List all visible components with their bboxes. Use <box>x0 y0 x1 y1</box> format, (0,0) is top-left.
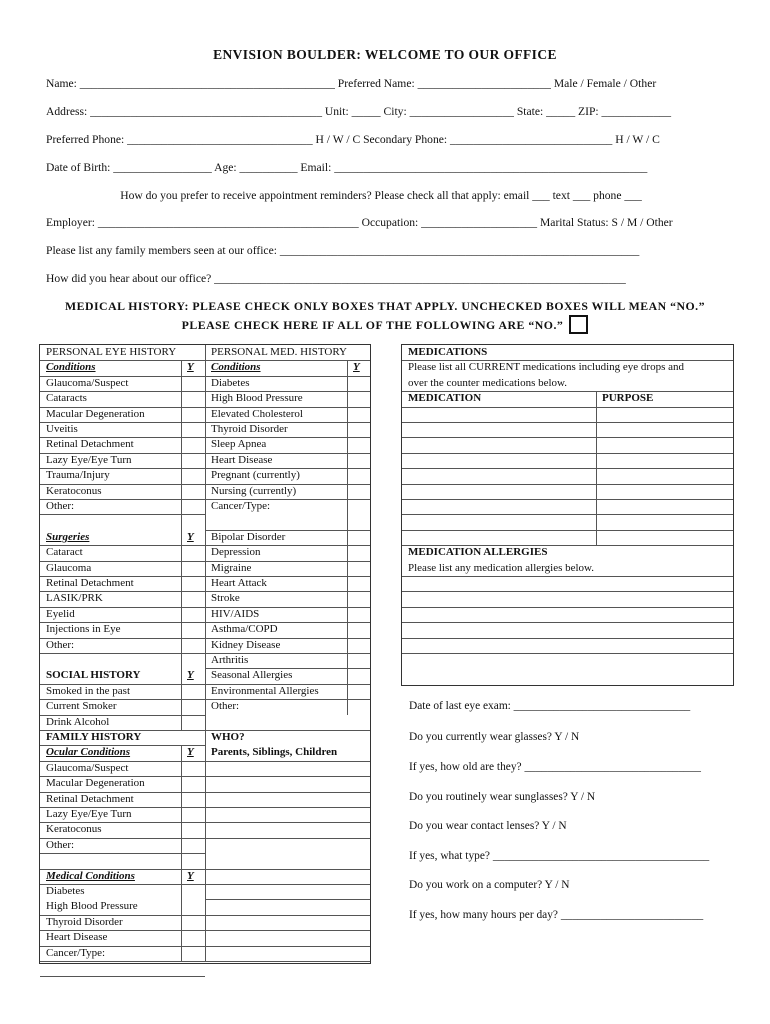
surgery-item: Eyelid <box>46 607 75 620</box>
eye-history-header: PERSONAL EYE HISTORY <box>46 346 177 358</box>
yes-checkbox-cell[interactable] <box>181 792 205 807</box>
medication-entry-row[interactable] <box>402 422 733 437</box>
yes-checkbox-cell[interactable] <box>347 545 370 560</box>
eye-condition-item: Retinal Detachment <box>46 438 134 451</box>
row-divider <box>205 776 370 777</box>
row-divider <box>205 607 370 608</box>
yes-checkbox-cell[interactable] <box>181 807 205 822</box>
who-subheader: Parents, Siblings, Children <box>211 746 338 759</box>
yes-checkbox-cell[interactable] <box>347 684 370 699</box>
med-history-header: PERSONAL MED. HISTORY <box>211 346 347 358</box>
row-divider <box>205 915 370 916</box>
medical-item: Diabetes <box>46 885 85 897</box>
med-condition-item: Nursing (currently) <box>211 484 297 497</box>
allergy-entry-row[interactable] <box>402 591 733 606</box>
allergy-entry-row[interactable] <box>402 622 733 637</box>
med-condition-item: Sleep Apnea <box>211 438 267 451</box>
yes-checkbox-cell[interactable] <box>181 684 205 699</box>
referral-line[interactable]: How did you hear about our office? _______________________________________________________________________ <box>46 272 626 285</box>
name-line[interactable]: Name: ____________________________________________ Preferred Name: _______________________ Male / Female / Other <box>46 77 657 90</box>
row-divider <box>205 838 370 839</box>
row-divider <box>205 576 370 577</box>
med-conditions-label: Conditions <box>211 361 261 374</box>
yes-checkbox-cell[interactable] <box>181 607 205 622</box>
yes-checkbox-cell[interactable] <box>181 776 205 791</box>
yes-checkbox-cell[interactable] <box>181 407 205 422</box>
column-divider <box>347 360 348 714</box>
row-divider <box>205 653 370 654</box>
medical-item: Cancer/Type: <box>46 946 106 959</box>
yes-checkbox-cell[interactable] <box>181 915 205 930</box>
row-divider <box>205 545 370 546</box>
yes-checkbox-cell[interactable] <box>181 591 205 606</box>
social-history-header: SOCIAL HISTORY <box>46 669 141 682</box>
eye-condition-item: Uveitis <box>46 423 78 435</box>
med-condition-item: Thyroid Disorder <box>211 423 288 435</box>
who-header: WHO? <box>211 731 245 743</box>
med-condition-item: HIV/AIDS <box>211 607 260 620</box>
eye-condition-item: Lazy Eye/Eye Turn <box>46 453 132 466</box>
yes-checkbox-cell[interactable] <box>347 622 370 637</box>
med-condition-item: Cancer/Type: <box>211 500 271 512</box>
yes-checkbox-cell[interactable] <box>181 437 205 452</box>
y-column-label: Y <box>187 361 194 374</box>
yes-checkbox-cell[interactable] <box>181 453 205 468</box>
medical-item: Thyroid Disorder <box>46 915 123 928</box>
med-condition-item: Seasonal Allergies <box>211 669 293 682</box>
eye-condition-item: Other: <box>46 500 75 512</box>
row-divider <box>205 591 370 592</box>
med-condition-item: Diabetes <box>211 376 250 389</box>
yes-checkbox-cell[interactable] <box>347 561 370 576</box>
medications-instructions-2: over the counter medications below. <box>408 376 568 389</box>
glasses-question[interactable]: Do you currently wear glasses? Y / N <box>409 731 580 743</box>
row-divider <box>40 730 205 731</box>
row-divider <box>205 884 370 885</box>
yes-checkbox-cell[interactable] <box>347 653 370 668</box>
glasses-age-question[interactable]: If yes, how old are they? _______________________________ <box>409 761 702 773</box>
all-no-checkbox[interactable] <box>569 315 588 334</box>
social-item: Drink Alcohol <box>46 715 110 728</box>
med-condition-item: Other: <box>211 700 240 713</box>
eye-condition-item: Keratoconus <box>46 484 102 497</box>
yes-checkbox-cell[interactable] <box>347 668 370 683</box>
column-divider <box>181 745 182 961</box>
row-divider <box>205 360 370 361</box>
row-divider <box>205 453 370 454</box>
allergies-instructions: Please list any medication allergies below. <box>408 561 595 574</box>
yes-checkbox-cell[interactable] <box>181 761 205 776</box>
yes-checkbox-cell[interactable] <box>347 453 370 468</box>
social-item: Current Smoker <box>46 700 117 713</box>
computer-hours-question[interactable]: If yes, how many hours per day? _________________________ <box>409 909 704 921</box>
row-divider <box>40 961 205 962</box>
row-divider <box>205 391 370 392</box>
med-condition-item: Bipolar Disorder <box>211 530 286 543</box>
surgery-item: Other: <box>46 638 75 651</box>
yes-checkbox-cell[interactable] <box>347 576 370 591</box>
yes-checkbox-cell[interactable] <box>181 545 205 560</box>
yes-checkbox-cell[interactable] <box>181 884 205 899</box>
employer-line[interactable]: Employer: _____________________________________________ Occupation: ____________________ Marital Status: S / M / Other <box>46 216 673 229</box>
contact-type-question[interactable]: If yes, what type? ______________________________________ <box>409 850 710 862</box>
medication-entry-row[interactable] <box>402 484 733 499</box>
yes-checkbox-cell[interactable] <box>347 591 370 606</box>
med-condition-item: Elevated Cholesterol <box>211 407 303 420</box>
row-divider <box>205 684 370 685</box>
address-line[interactable]: Address: ________________________________________ Unit: _____ City: __________________ State: _____ ZIP: ____________ <box>46 105 672 118</box>
row-divider <box>205 946 370 947</box>
yes-checkbox-cell[interactable] <box>181 946 205 961</box>
row-divider <box>205 376 370 377</box>
y-column-label: Y <box>187 669 194 682</box>
row-divider <box>205 899 370 900</box>
medications-table <box>401 344 734 686</box>
medication-entry-row[interactable] <box>402 530 733 545</box>
y-column-label: Y <box>187 869 194 882</box>
medical-history-instruction: MEDICAL HISTORY: PLEASE CHECK ONLY BOXES THAT APPLY. UNCHECKED BOXES WILL MEAN “NO.” <box>64 299 706 313</box>
yes-checkbox-cell[interactable] <box>181 376 205 391</box>
surgery-item: LASIK/PRK <box>46 592 103 605</box>
row-divider <box>205 499 370 500</box>
row-divider <box>205 930 370 931</box>
row-divider <box>205 699 370 700</box>
yes-checkbox-cell[interactable] <box>347 437 370 452</box>
allergy-entry-row[interactable] <box>402 607 733 622</box>
all-no-line <box>0 315 770 334</box>
medical-item: High Blood Pressure <box>46 900 138 913</box>
yes-checkbox-cell[interactable] <box>181 484 205 499</box>
med-condition-item: Heart Attack <box>211 577 267 589</box>
y-column-label: Y <box>187 746 194 759</box>
yes-checkbox-cell[interactable] <box>347 468 370 483</box>
surgeries-label: Surgeries <box>46 530 90 543</box>
med-condition-item: Depression <box>211 546 261 559</box>
row-divider <box>205 761 370 762</box>
yes-checkbox-cell[interactable] <box>181 899 205 914</box>
surgery-item: Injections in Eye <box>46 623 121 636</box>
yes-checkbox-cell[interactable] <box>181 391 205 406</box>
row-divider <box>205 468 370 469</box>
ocular-item: Keratoconus <box>46 823 102 836</box>
row-divider <box>205 961 370 962</box>
computer-question[interactable]: Do you work on a computer? Y / N <box>409 879 570 891</box>
row-divider <box>205 622 370 623</box>
medications-instructions-1: Please list all CURRENT medications including eye drops and <box>408 361 684 374</box>
dob-email-line[interactable]: Date of Birth: _________________ Age: __________ Email: ______________________________________________________ <box>46 161 648 174</box>
row-divider <box>205 638 370 639</box>
row-divider <box>402 653 733 654</box>
last-exam-question[interactable]: Date of last eye exam: _______________________________ <box>409 700 691 712</box>
row-divider <box>205 807 370 808</box>
med-condition-item: Heart Disease <box>211 453 273 466</box>
family-history-header: FAMILY HISTORY <box>46 731 142 743</box>
row-divider <box>205 561 370 562</box>
allergies-header: MEDICATION ALLERGIES <box>408 546 548 559</box>
medication-entry-row[interactable] <box>402 499 733 514</box>
sunglasses-question[interactable]: Do you routinely wear sunglasses? Y / N <box>409 791 596 803</box>
medical-conditions-label: Medical Conditions <box>46 869 135 882</box>
family-members-line[interactable]: Please list any family members seen at our office: ______________________________________________________________ <box>46 244 640 257</box>
surgery-item: Cataract <box>46 546 83 559</box>
eye-conditions-label: Conditions <box>46 361 96 374</box>
row-divider <box>205 530 370 531</box>
row-divider <box>205 437 370 438</box>
column-divider <box>181 360 182 730</box>
row-divider <box>205 407 370 408</box>
yes-checkbox-cell[interactable] <box>347 484 370 499</box>
history-table <box>39 344 371 964</box>
yes-checkbox-cell[interactable] <box>347 699 370 730</box>
row-divider <box>40 976 205 977</box>
purpose-column-header: PURPOSE <box>602 392 654 405</box>
medications-header: MEDICATIONS <box>408 346 488 358</box>
ocular-item: Retinal Detachment <box>46 792 134 805</box>
yes-checkbox-cell[interactable] <box>347 407 370 422</box>
yes-checkbox-cell[interactable] <box>181 622 205 637</box>
yes-checkbox-cell[interactable] <box>347 376 370 391</box>
phone-line[interactable]: Preferred Phone: ________________________________ H / W / C Secondary Phone: ____________________________ H / W / C <box>46 133 660 146</box>
column-divider <box>596 391 597 545</box>
row-divider <box>205 792 370 793</box>
row-divider <box>205 730 370 731</box>
eye-condition-item: Glaucoma/Suspect <box>46 376 129 389</box>
ocular-item: Other: <box>46 838 75 851</box>
row-divider <box>205 869 370 870</box>
yes-checkbox-cell[interactable] <box>181 561 205 576</box>
form-title: ENVISION BOULDER: WELCOME TO OUR OFFICE <box>213 47 557 62</box>
yes-checkbox-cell[interactable] <box>347 499 370 530</box>
eye-condition-item: Cataracts <box>46 392 87 405</box>
column-divider <box>205 345 206 961</box>
y-column-label: Y <box>353 361 360 374</box>
social-item: Smoked in the past <box>46 684 131 697</box>
medical-item: Heart Disease <box>46 931 108 944</box>
row-divider <box>205 668 370 669</box>
med-condition-item: Kidney Disease <box>211 638 281 651</box>
surgery-item: Glaucoma <box>46 561 92 574</box>
row-divider <box>205 484 370 485</box>
med-condition-item: Asthma/COPD <box>211 623 278 636</box>
eye-condition-item: Macular Degeneration <box>46 407 145 420</box>
all-no-label: PLEASE CHECK HERE IF ALL OF THE FOLLOWING ARE “NO.” <box>181 318 564 332</box>
yes-checkbox-cell[interactable] <box>181 715 205 730</box>
yes-checkbox-cell[interactable] <box>347 530 370 545</box>
yes-checkbox-cell[interactable] <box>181 422 205 437</box>
medication-entry-row[interactable] <box>402 407 733 422</box>
yes-checkbox-cell[interactable] <box>347 638 370 653</box>
med-condition-item: Pregnant (currently) <box>211 469 300 482</box>
eye-condition-item: Trauma/Injury <box>46 469 110 482</box>
row-divider <box>205 822 370 823</box>
med-condition-item: Migraine <box>211 561 252 574</box>
ocular-conditions-label: Ocular Conditions <box>46 746 131 759</box>
contacts-question[interactable]: Do you wear contact lenses? Y / N <box>409 820 567 832</box>
allergy-entry-row[interactable] <box>402 638 733 653</box>
med-condition-item: Stroke <box>211 592 240 605</box>
reminder-line[interactable]: How do you prefer to receive appointment reminders? Please check all that apply: email ___ text ___ phone ___ <box>120 189 642 202</box>
yes-checkbox-cell[interactable] <box>181 930 205 945</box>
yes-checkbox-cell[interactable] <box>181 576 205 591</box>
yes-checkbox-cell[interactable] <box>181 822 205 837</box>
medication-entry-row[interactable] <box>402 514 733 529</box>
med-condition-item: Environmental Allergies <box>211 684 319 697</box>
medication-entry-row[interactable] <box>402 437 733 452</box>
allergy-entry-row[interactable] <box>402 576 733 591</box>
ocular-item: Macular Degeneration <box>46 777 145 790</box>
yes-checkbox-cell[interactable] <box>347 391 370 406</box>
ocular-item: Lazy Eye/Eye Turn <box>46 808 132 820</box>
yes-checkbox-cell[interactable] <box>347 422 370 437</box>
med-condition-item: High Blood Pressure <box>211 392 303 405</box>
yes-checkbox-cell[interactable] <box>181 699 205 714</box>
row-divider <box>205 422 370 423</box>
yes-checkbox-cell[interactable] <box>181 468 205 483</box>
medication-entry-row[interactable] <box>402 468 733 483</box>
y-column-label: Y <box>187 530 194 543</box>
ocular-item: Glaucoma/Suspect <box>46 761 129 774</box>
medication-entry-row[interactable] <box>402 453 733 468</box>
med-condition-item: Arthritis <box>211 654 249 666</box>
yes-checkbox-cell[interactable] <box>347 607 370 622</box>
medication-column-header: MEDICATION <box>408 392 482 405</box>
surgery-item: Retinal Detachment <box>46 577 134 589</box>
